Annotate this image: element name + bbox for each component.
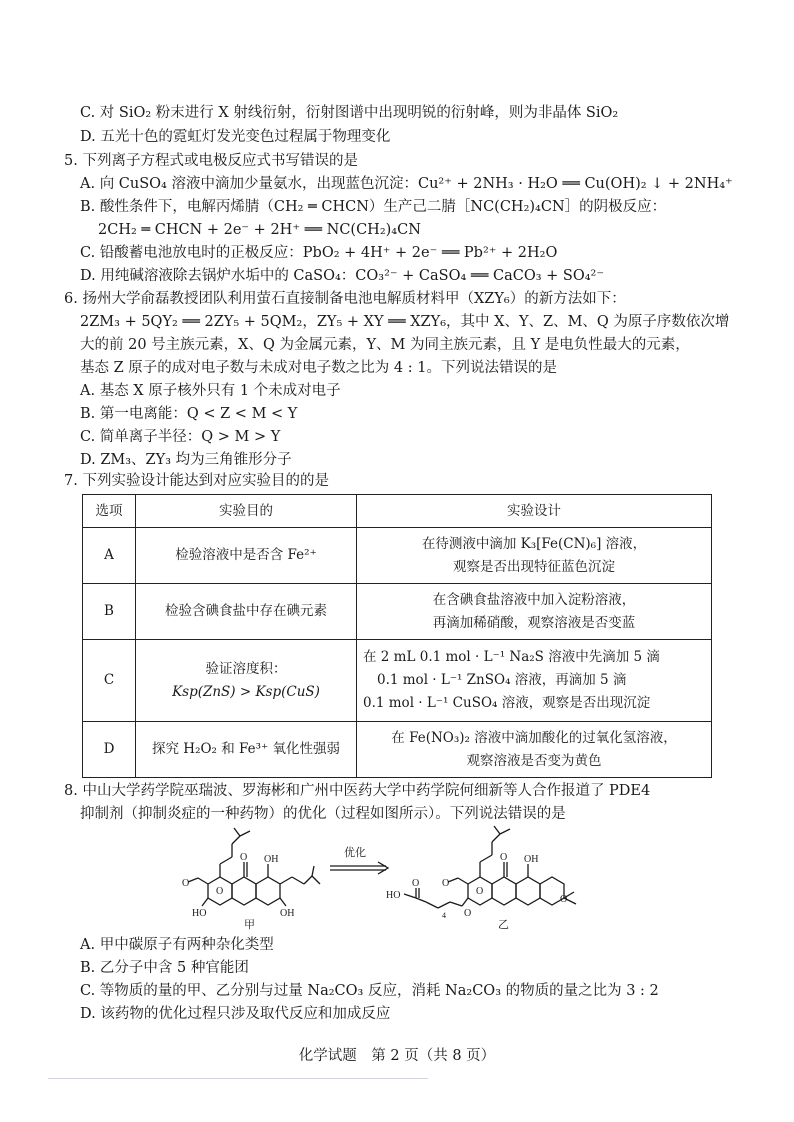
atom-label: O [182, 878, 190, 889]
atom-label: O [216, 886, 224, 897]
atom-label: O [240, 852, 248, 863]
atom-label: 4 [442, 911, 446, 920]
compound-jia-structure [188, 828, 320, 906]
reaction-scheme-diagram [180, 822, 620, 932]
atom-label: O [560, 894, 568, 905]
row-design [357, 640, 712, 722]
design-line: 观察溶液是否变为黄色 [466, 752, 602, 769]
design-line: 在含碘食盐溶液中加入淀粉溶液， [432, 591, 636, 608]
q8-option-c: C. 等物质的量的甲、乙分别与过量 Na₂CO₃ 反应，消耗 Na₂CO₃ 的物质的量之比为 3 : 2 [80, 983, 659, 999]
atom-label: O [500, 852, 508, 863]
q8-stem-line2: 抑制剂（抑制炎症的一种药物）的优化（过程如图所示）。下列说法错误的是 [80, 806, 566, 822]
row-design [357, 528, 712, 584]
q8-option-d: D. 该药物的优化过程只涉及取代反应和加成反应 [80, 1006, 391, 1022]
atom-label: OH [524, 854, 539, 865]
q6-option-d: D. ZM₃、ZY₃ 均为三角锥形分子 [80, 452, 292, 468]
row-design [357, 584, 712, 640]
q5-option-a: A. 向 CuSO₄ 溶液中滴加少量氨水，出现蓝色沉淀：Cu²⁺ + 2NH₃ · H₂O ══ Cu(OH)₂ ↓ + 2NH₄⁺ [80, 176, 733, 192]
q6-stem-line1: 6. 扬州大学俞磊教授团队利用萤石直接制备电池电解质材料甲（XZY₆）的新方法如下： [64, 291, 626, 307]
q8-option-b: B. 乙分子中含 5 种官能团 [80, 960, 249, 976]
q8-option-a: A. 甲中碳原子有两种杂化类型 [80, 937, 274, 953]
purpose-line: 探究 H₂O₂ 和 Fe³⁺ 氧化性强弱 [152, 741, 340, 757]
compound-label-yi: 乙 [498, 919, 509, 931]
purpose-line: 检验含碘食盐中存在碘元素 [165, 603, 327, 619]
row-purpose [136, 640, 357, 722]
table-row [83, 722, 712, 778]
q4-option-c: C. 对 SiO₂ 粉末进行 X 射线衍射，衍射图谱中出现明锐的衍射峰，则为非晶体 SiO₂ [80, 105, 619, 121]
q6-stem-line4: 基态 Z 原子的成对电子数与未成对电子数之比为 4 : 1。下列说法错误的是 [80, 360, 557, 376]
atom-label: OH [280, 908, 295, 919]
q6-option-b: B. 第一电离能：Q < Z < M < Y [80, 406, 298, 422]
compound-yi-structure [404, 826, 576, 908]
q8-stem-line1: 8. 中山大学药学院巫瑞波、罗海彬和广州中医药大学中药学院何细新等人合作报道了 PDE4 [64, 783, 651, 799]
q5-option-b: B. 酸性条件下，电解丙烯腈（CH₂ ═ CHCN）生产己二腈［NC(CH₂)₄CN］的阴极反应： [80, 199, 667, 215]
atom-label: O [442, 878, 450, 889]
row-option: A [83, 528, 136, 584]
atom-label: O [412, 878, 420, 889]
purpose-line: Ksp(ZnS) > Ksp(CuS) [172, 683, 320, 700]
design-line: 0.1 mol · L⁻¹ ZnSO₄ 溶液，再滴加 5 滴 [377, 672, 627, 688]
q5-option-d: D. 用纯碱溶液除去锅炉水垢中的 CaSO₄：CO₃²⁻ + CaSO₄ ══ CaCO₃ + SO₄²⁻ [80, 268, 604, 284]
compound-label-jia: 甲 [244, 919, 255, 931]
atom-label: O [476, 886, 484, 897]
q6-option-a: A. 基态 X 原子核外只有 1 个未成对电子 [80, 383, 341, 399]
q5-stem: 5. 下列离子方程式或电极反应式书写错误的是 [64, 153, 358, 169]
table-row [83, 584, 712, 640]
table-header-purpose: 实验目的 [136, 495, 357, 528]
row-option: C [83, 640, 136, 722]
atom-label: OH [264, 854, 279, 865]
design-line: 在 2 mL 0.1 mol · L⁻¹ Na₂S 溶液中先滴加 5 滴 [363, 649, 660, 665]
row-option: D [83, 722, 136, 778]
row-purpose [136, 528, 357, 584]
table-header-option: 选项 [83, 495, 136, 528]
experiment-table [82, 494, 712, 778]
q5-option-b-equation: 2CH₂ ═ CHCN + 2e⁻ + 2H⁺ ══ NC(CH₂)₄CN [98, 222, 421, 238]
q6-option-c: C. 简单离子半径：Q > M > Y [80, 429, 281, 445]
purpose-line: 检验溶液中是否含 Fe²⁺ [175, 547, 317, 563]
row-design [357, 722, 712, 778]
table-header-design: 实验设计 [357, 495, 712, 528]
purpose-line: 验证溶度积： [205, 660, 287, 677]
footer-divider [48, 1078, 428, 1079]
design-line: 在 Fe(NO₃)₂ 溶液中滴加酸化的过氧化氢溶液， [391, 729, 677, 746]
design-line: 0.1 mol · L⁻¹ CuSO₄ 溶液，观察是否出现沉淀 [363, 695, 651, 711]
atom-label: O [464, 908, 472, 919]
row-purpose [136, 722, 357, 778]
arrow-label: 优化 [344, 847, 366, 859]
row-option: B [83, 584, 136, 640]
atom-label: HO [386, 890, 401, 901]
design-line: 再滴加稀硝酸，观察溶液是否变蓝 [432, 614, 636, 631]
table-row [83, 528, 712, 584]
table-header-row [83, 495, 712, 528]
design-line: 观察是否出现特征蓝色沉淀 [453, 558, 615, 575]
q5-option-c: C. 铅酸蓄电池放电时的正极反应：PbO₂ + 4H⁺ + 2e⁻ ══ Pb²⁺ + 2H₂O [80, 245, 558, 261]
q4-option-d: D. 五光十色的霓虹灯发光变色过程属于物理变化 [80, 129, 391, 145]
atom-label: HO [192, 908, 207, 919]
row-purpose [136, 584, 357, 640]
table-row [83, 640, 712, 722]
q7-stem: 7. 下列实验设计能达到对应实验目的的是 [64, 473, 329, 489]
design-line: 在待测液中滴加 K₃[Fe(CN)₆] 溶液， [421, 535, 647, 552]
q6-stem-line2: 2ZM₃ + 5QY₂ ══ 2ZY₅ + 5QM₂，ZY₅ + XY ══ XZY₆，其中 X、Y、Z、M、Q 为原子序数依次增 [80, 314, 730, 330]
page-footer: 化学试题 第 2 页（共 8 页） [298, 1048, 496, 1064]
q6-stem-line3: 大的前 20 号主族元素，X、Q 为金属元素，Y、M 为同主族元素，且 Y 是电负性最大的元素， [80, 337, 690, 353]
